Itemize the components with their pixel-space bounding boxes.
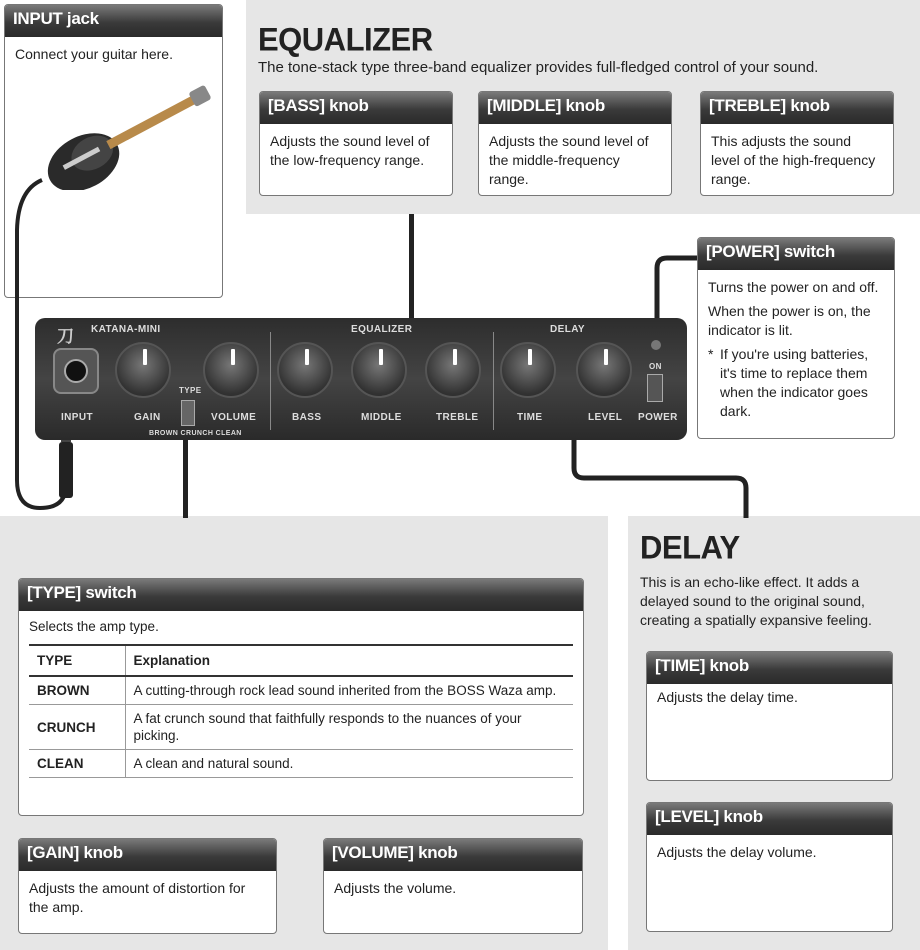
on-label: ON [649, 362, 662, 371]
level-knob[interactable] [576, 342, 632, 398]
middle-knob[interactable] [351, 342, 407, 398]
level-title: [LEVEL] knob [647, 803, 892, 835]
time-text: Adjusts the delay time. [657, 689, 798, 705]
level-text: Adjusts the delay volume. [657, 844, 817, 860]
input-jack-hole [64, 359, 88, 383]
power-title: [POWER] switch [698, 238, 894, 270]
amp-delay-label: DELAY [550, 324, 585, 335]
volume-title: [VOLUME] knob [324, 839, 582, 871]
type-switch-box [18, 578, 584, 816]
power-box [697, 237, 895, 439]
delay-title: DELAY [640, 529, 740, 566]
bass-box [259, 91, 453, 196]
brand-logo: 刀 [57, 327, 75, 346]
asterisk: * [708, 346, 714, 362]
input-jack-title: INPUT jack [5, 5, 222, 37]
level-box [646, 802, 893, 932]
amp-panel [35, 318, 687, 440]
input-label: INPUT [61, 412, 93, 423]
table-cell-text: A fat crunch sound that faithfully responds to the nuances of your picking. [125, 705, 573, 750]
middle-label: MIDDLE [361, 412, 402, 423]
type-table [29, 644, 573, 778]
amp-eq-label: EQUALIZER [351, 324, 413, 335]
table-cell-text: A clean and natural sound. [125, 750, 573, 778]
volume-text: Adjusts the volume. [334, 880, 457, 896]
time-title: [TIME] knob [647, 652, 892, 684]
gain-label: GAIN [134, 412, 161, 423]
amp-brand: KATANA-MINI [91, 324, 161, 335]
bass-text: Adjusts the sound level of the low-frequency range. [270, 133, 430, 168]
power-note: If you're using batteries, it's time to replace them when the indicator goes dark. [720, 346, 869, 419]
type-positions: BROWN CRUNCH CLEAN [149, 430, 242, 437]
gain-text: Adjusts the amount of distortion for the amp. [29, 880, 246, 915]
type-switch-desc: Selects the amp type. [29, 619, 159, 634]
table-header-type: TYPE [29, 645, 125, 676]
volume-box [323, 838, 583, 934]
treble-knob[interactable] [425, 342, 481, 398]
treble-text: This adjusts the sound level of the high-frequency range. [711, 133, 876, 187]
power-line2: When the power is on, the indicator is lit. [708, 303, 871, 338]
power-indicator [651, 340, 661, 350]
table-row [29, 705, 573, 750]
treble-label: TREBLE [436, 412, 479, 423]
connector-eq [409, 214, 414, 322]
eq-divider-right [493, 332, 494, 430]
time-box [646, 651, 893, 781]
type-switch-title: [TYPE] switch [19, 579, 583, 611]
table-cell-type: BROWN [29, 676, 125, 705]
bass-knob[interactable] [277, 342, 333, 398]
connector-type [183, 438, 188, 518]
power-switch[interactable] [647, 374, 663, 402]
equalizer-title: EQUALIZER [258, 21, 433, 58]
volume-knob[interactable] [203, 342, 259, 398]
type-switch[interactable] [181, 400, 195, 426]
volume-label: VOLUME [211, 412, 257, 423]
treble-box [700, 91, 894, 196]
gain-knob[interactable] [115, 342, 171, 398]
eq-divider-left [270, 332, 271, 430]
equalizer-desc: The tone-stack type three-band equalizer provides full-fledged control of your sound. [258, 59, 819, 76]
input-jack[interactable] [53, 348, 99, 394]
table-row [29, 750, 573, 778]
gain-title: [GAIN] knob [19, 839, 276, 871]
middle-text: Adjusts the sound level of the middle-frequency range. [489, 133, 649, 187]
input-jack-text: Connect your guitar here. [15, 46, 173, 62]
treble-title: [TREBLE] knob [701, 92, 893, 124]
bass-title: [BASS] knob [260, 92, 452, 124]
middle-title: [MIDDLE] knob [479, 92, 671, 124]
table-cell-type: CRUNCH [29, 705, 125, 750]
time-knob[interactable] [500, 342, 556, 398]
delay-desc: This is an echo-like effect. It adds a delayed sound to the original sound, creating a spatially expansive feeling. [640, 574, 872, 628]
time-label: TIME [517, 412, 543, 423]
middle-box [478, 91, 672, 196]
power-label: POWER [638, 412, 678, 423]
level-label: LEVEL [588, 412, 623, 423]
power-line1: Turns the power on and off. [708, 279, 879, 295]
gain-box [18, 838, 277, 934]
table-row [29, 676, 573, 705]
table-cell-text: A cutting-through rock lead sound inherited from the BOSS Waza amp. [125, 676, 573, 705]
table-cell-type: CLEAN [29, 750, 125, 778]
table-header-row [29, 645, 573, 676]
table-header-explanation: Explanation [125, 645, 573, 676]
bass-label: BASS [292, 412, 322, 423]
type-label: TYPE [179, 386, 202, 395]
